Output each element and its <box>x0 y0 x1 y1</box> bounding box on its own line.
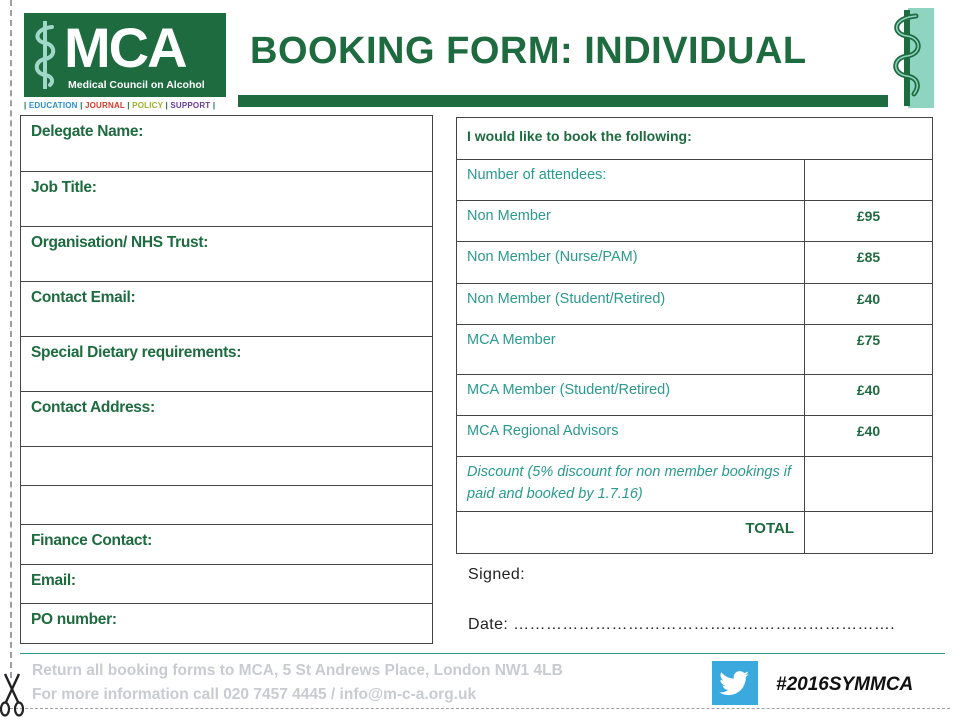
footer-divider <box>20 653 945 654</box>
booking-header-row <box>457 118 932 160</box>
field-organisation[interactable]: Organisation/ NHS Trust: <box>21 227 432 282</box>
footer-contact: For more information call 020 7457 4445 / info@m-c-a.org.uk <box>32 686 477 703</box>
table-row <box>457 284 932 325</box>
table-row <box>457 375 932 416</box>
tagline-journal: JOURNAL <box>84 101 125 110</box>
mca-logo <box>24 13 226 97</box>
serpent-staff-icon <box>886 8 934 108</box>
field-delegate-name[interactable]: Delegate Name: <box>21 116 432 172</box>
cut-line-horizontal <box>10 708 950 709</box>
scissors-icon <box>0 672 24 718</box>
booking-header: I would like to book the following: <box>467 128 692 144</box>
field-address-line-2[interactable] <box>21 447 432 486</box>
delegate-details-table <box>20 115 433 644</box>
table-row <box>457 457 932 512</box>
row-price: £40 <box>856 291 881 307</box>
row-label: MCA Member <box>457 325 805 374</box>
field-finance-contact[interactable]: Finance Contact: <box>21 525 432 565</box>
field-contact-email[interactable]: Contact Email: <box>21 282 432 337</box>
footer-address: Return all booking forms to MCA, 5 St Andrews Place, London NW1 4LB <box>32 662 563 679</box>
row-label: MCA Member (Student/Retired) <box>457 375 805 415</box>
total-input[interactable] <box>805 512 932 553</box>
logo-tagline: | EDUCATION | JOURNAL | POLICY | SUPPORT | <box>24 101 216 110</box>
row-price: £75 <box>856 332 881 348</box>
table-row <box>457 416 932 457</box>
twitter-icon-box[interactable] <box>712 661 758 705</box>
row-label: MCA Regional Advisors <box>457 416 805 456</box>
serpent-staff-icon <box>30 19 60 91</box>
row-label: Non Member (Nurse/PAM) <box>457 242 805 283</box>
row-label: Number of attendees: <box>457 160 805 200</box>
cut-line-vertical <box>10 0 12 678</box>
table-row <box>457 160 932 201</box>
booking-options-table <box>456 117 933 554</box>
table-row <box>457 201 932 242</box>
total-label: TOTAL <box>457 512 805 553</box>
field-contact-address[interactable]: Contact Address: <box>21 392 432 447</box>
twitter-bird-icon <box>712 661 758 705</box>
tagline-policy: POLICY <box>132 101 164 110</box>
logo-letters: MCA <box>64 16 186 79</box>
row-label: Non Member (Student/Retired) <box>457 284 805 324</box>
page-title: BOOKING FORM: INDIVIDUAL <box>250 30 807 72</box>
row-label: Non Member <box>457 201 805 241</box>
tagline-education: EDUCATION <box>28 101 78 110</box>
field-job-title[interactable]: Job Title: <box>21 172 432 227</box>
attendees-input[interactable] <box>805 160 932 200</box>
event-hashtag: #2016SYMMCA <box>776 674 914 695</box>
table-row <box>457 325 932 375</box>
title-rule <box>238 95 888 107</box>
total-row <box>457 512 932 554</box>
field-po-number[interactable]: PO number: <box>21 604 432 644</box>
table-row <box>457 242 932 284</box>
field-address-line-3[interactable] <box>21 486 432 525</box>
row-price: £95 <box>856 208 881 224</box>
row-price: £85 <box>856 249 881 265</box>
field-email[interactable]: Email: <box>21 565 432 604</box>
discount-label: Discount (5% discount for non member bookings if paid and booked by 1.7.16) <box>457 457 805 511</box>
row-price: £40 <box>856 423 881 439</box>
field-dietary-requirements[interactable]: Special Dietary requirements: <box>21 337 432 392</box>
signed-field[interactable]: Signed: <box>468 566 526 583</box>
discount-input[interactable] <box>805 457 932 511</box>
row-price: £40 <box>856 382 881 398</box>
date-field[interactable]: Date: ……………………………………………………………. <box>468 616 896 633</box>
tagline-support: SUPPORT <box>170 101 211 110</box>
logo-subtitle: Medical Council on Alcohol <box>68 79 205 91</box>
